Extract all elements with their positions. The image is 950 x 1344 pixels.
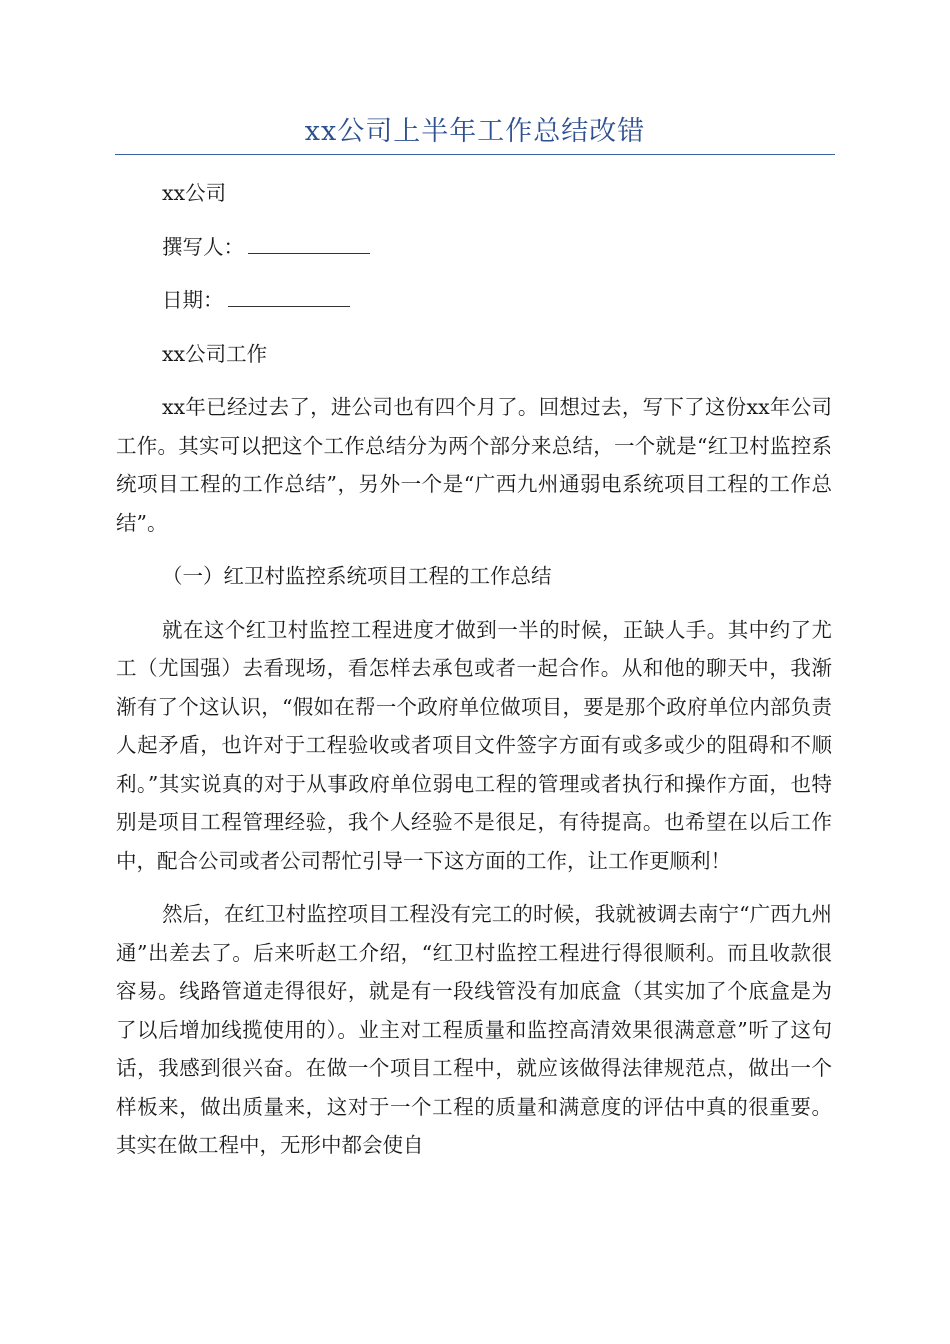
intro-paragraph: xx年已经过去了，进公司也有四个月了。回想过去，写下了这份xx年公司工作。其实可以把这个工作总结分为两个部分来总结，一个就是“红卫村监控系统项目工程的工作总结”，另外一个是“广西九州通弱电系统项目工程的工作总结”。 (116, 395, 832, 535)
body-paragraph-1: 就在这个红卫村监控工程进度才做到一半的时候，正缺人手。其中约了尤工（尤国强）去看现场，看怎样去承包或者一起合作。从和他的聊天中，我渐渐有了个这认识，“假如在帮一个政府单位做项目，要是那个政府单位内部负责人起矛盾，也许对于工程验收或者项目文件签字方面有或多或少的阻碍和不顺利。”其实说真的对于从事政府单位弱电工程的管理或者执行和操作方面，也特别是项目工程管理经验，我个人经验不是很足，有待提高。也希望在以后工作中，配合公司或者公司帮忙引导一下这方面的工作，让工作更顺利！ (116, 617, 832, 873)
date-blank (228, 282, 350, 307)
section-label: xx公司工作 (162, 341, 268, 366)
date-label: 日期： (162, 288, 224, 312)
document-title: xx公司上半年工作总结改错 (304, 116, 646, 147)
body-paragraph-2: 然后，在红卫村监控项目工程没有完工的时候，我就被调去南宁“广西九州通”出差去了。后来听赵工介绍，“红卫村监控工程进行得很顺利。而且收款很容易。线路管道走得很好，就是有一段线管没有加底盒（其实加了个底盒是为了以后增加线揽使用的）。业主对工程质量和监控高清效果很满意意”听了这句话，我感到很兴奋。在做一个项目工程中，就应该做得法律规范点，做出一个样板来，做出质量来，这对于一个工程的质量和满意度的评估中真的很重要。其实在做工程中，无形中都会使自 (116, 902, 832, 1157)
document-body (116, 174, 832, 1180)
author-line (116, 228, 832, 267)
company-line: xx公司 (162, 181, 227, 205)
date-line (116, 281, 832, 320)
title-underline (115, 154, 835, 155)
section-heading: （一）红卫村监控系统项目工程的工作总结 (162, 564, 552, 588)
author-label: 撰写人： (162, 234, 244, 259)
author-blank (248, 229, 370, 254)
